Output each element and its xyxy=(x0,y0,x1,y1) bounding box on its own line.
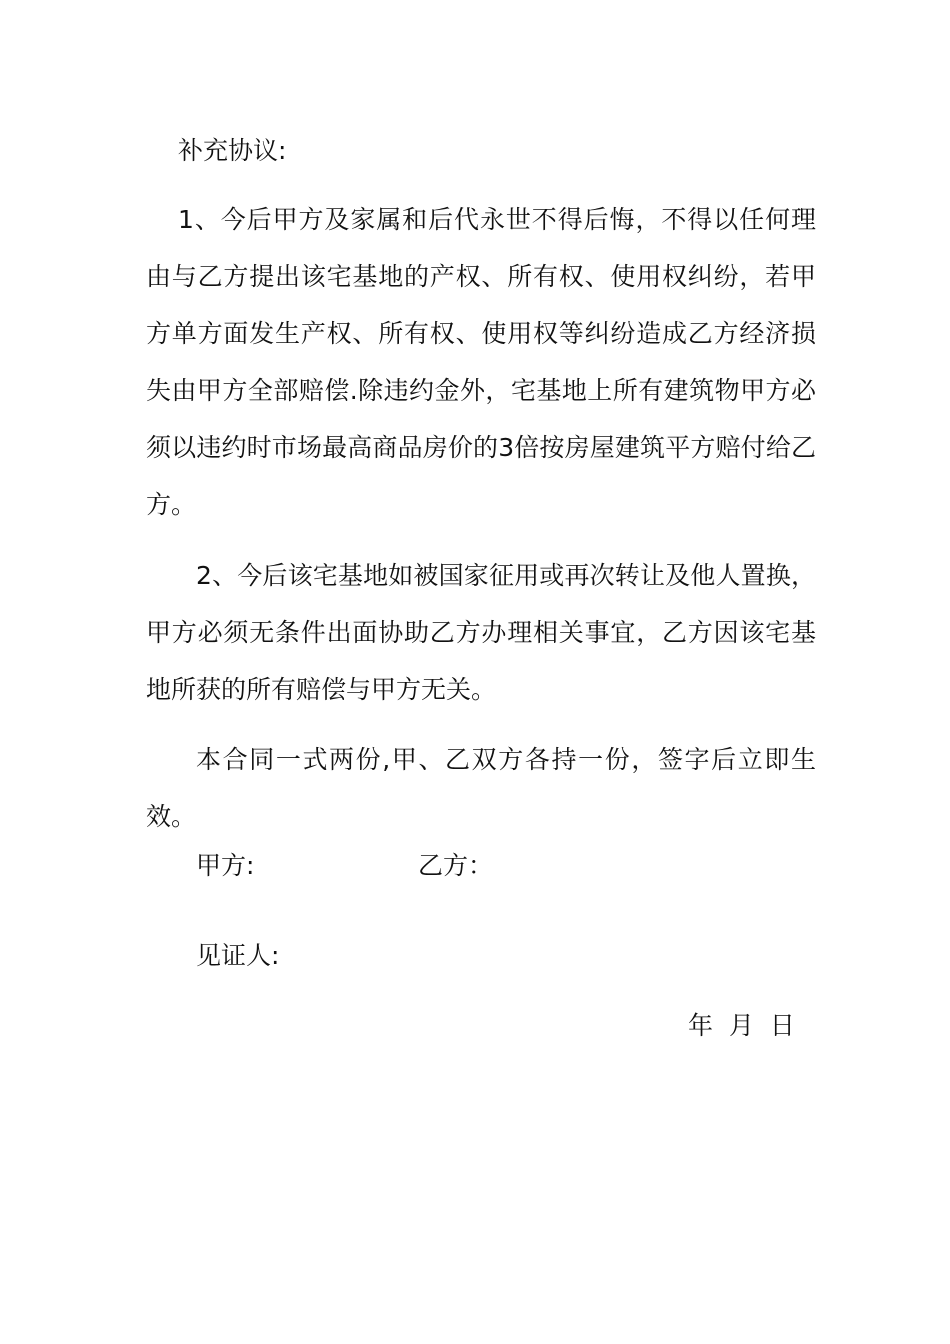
copies-clause: 本合同一式两份,甲、乙双方各持一份，签字后立即生效。 xyxy=(146,745,816,831)
clause-2: 2、今后该宅基地如被国家征用或再次转让及他人置换，甲方必须无条件出面协助乙方办理相关事宜，乙方因该宅基地所获的所有赔偿与甲方无关。 xyxy=(146,561,816,704)
party-a-signature-label: 甲方: xyxy=(196,851,255,880)
clause-1: 1、今后甲方及家属和后代永世不得后悔，不得以任何理由与乙方提出该宅基地的产权、所有权、使用权纠纷，若甲方单方面发生产权、所有权、使用权等纠纷造成乙方经济损失由甲方全部赔偿.除违约金外，宅基地上所有建筑物甲方必须以违约时市场最高商品房价的3倍按房屋建筑平方赔付给乙方。 xyxy=(146,205,816,519)
supplementary-agreement-heading: 补充协议: xyxy=(178,136,287,165)
witness-label: 见证人: xyxy=(196,941,280,970)
party-b-signature-label: 乙方： xyxy=(418,851,494,880)
date-line: 年 月 日 xyxy=(688,1011,795,1040)
